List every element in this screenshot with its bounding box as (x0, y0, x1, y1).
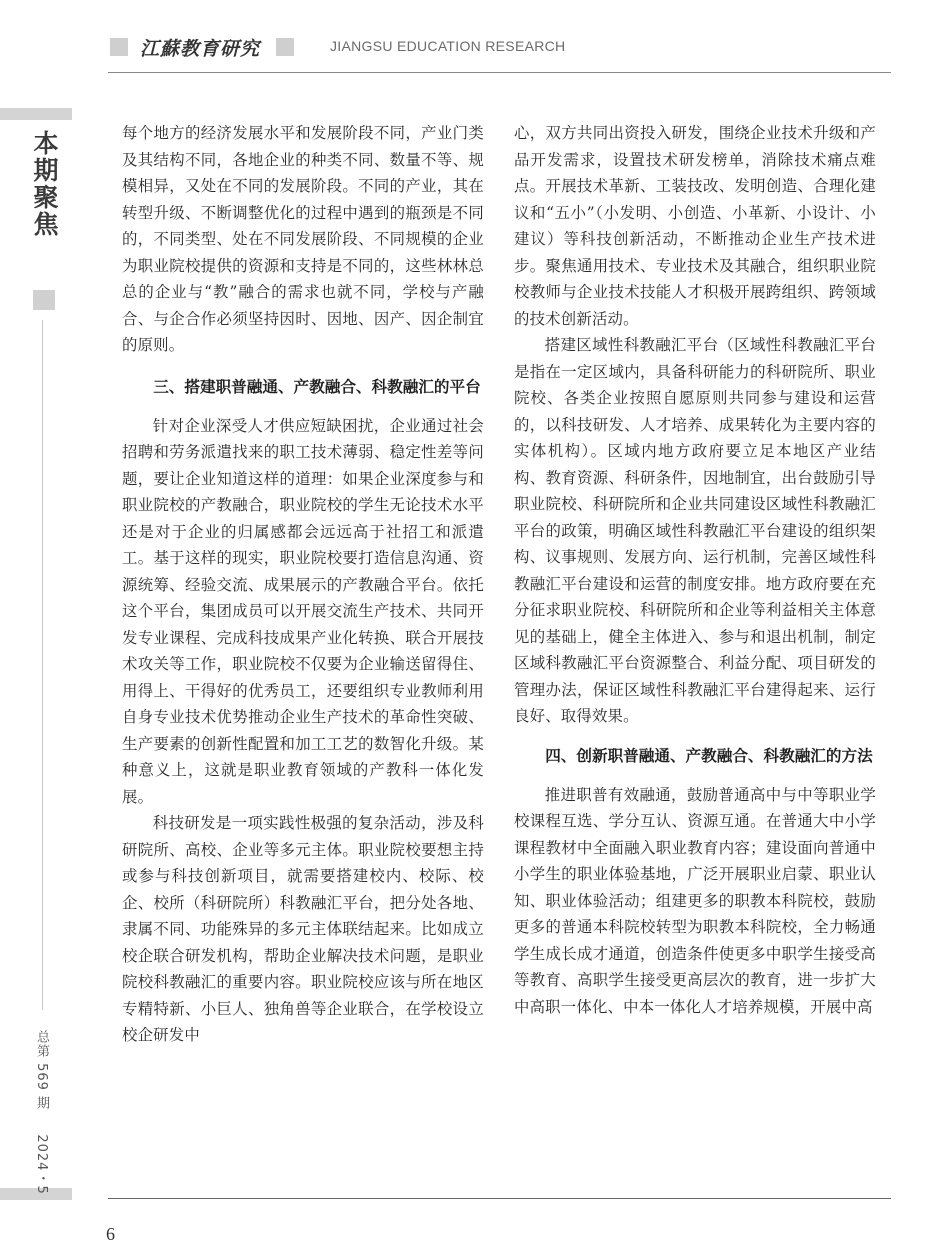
section-title: 本期聚焦 (30, 130, 59, 238)
issue-number: 总第 569 期 (34, 1030, 49, 1111)
paragraph: 推进职普有效融通，鼓励普通高中与中等职业学校课程互选、学分互认、资源互通。在普通大中小学课程教材中全面融入职业教育内容；建设面向普通中小学生的职业体验基地，广泛开展职业启蒙、职业认知、职业体验活动；组建更多的职教本科院校，鼓励更多的普通本科院校转型为职教本科院校，全力畅通学生成长成才通道，创造条件使更多中职学生接受高等教育、高职学生接受更高层次的教育，进一步扩大中高职一体化、中本一体化人才培养规模，开展中高 (514, 785, 876, 1016)
right-column (514, 120, 876, 1020)
left-column (122, 120, 484, 1049)
header-decor-square-right (276, 38, 294, 56)
paragraph: 科技研发是一项实践性极强的复杂活动，涉及科研院所、高校、企业等多元主体。职业院校要想主持或参与科技创新项目，就需要搭建校内、校际、校企、校所（科研院所）科教融汇平台，把分处各地、隶属不同、功能殊异的多元主体联结起来。比如成立校企联合研发机构，帮助企业解决技术问题，是职业院校科教融汇的重要内容。职业院校应该与所在地区专精特新、小巨人、独角兽等企业联合，在学校设立校企研发中 (122, 814, 484, 1044)
journal-title-cn: 江蘇教育研究 (140, 38, 261, 60)
page-margin (0, 0, 8, 1252)
page-number: 6 (106, 1224, 115, 1244)
section-heading-3: 三、搭建职普融通、产教融合、科教融汇的平台 (153, 376, 481, 396)
side-decor-square (33, 290, 55, 310)
header-rule (108, 72, 891, 73)
paragraph: 心，双方共同出资投入研发，围绕企业技术升级和产品开发需求，设置技术研发榜单，消除技术痛点难点。开展技术革新、工装技改、发明创造、合理化建议和“五小”（小发明、小创造、小革新、小设计、小建议）等科技创新活动，不断推动企业生产技术进步。聚焦通用技术、专业技术及其融合，组织职业院校教师与企业技术技能人才积极开展跨组织、跨领域的技术创新活动。 (514, 124, 876, 328)
section-heading-4: 四、创新职普融通、产教融合、科教融汇的方法 (545, 745, 873, 765)
header-decor-square-left (110, 38, 128, 56)
footer-rule (108, 1198, 891, 1199)
paragraph: 针对企业深受人才供应短缺困扰，企业通过社会招聘和劳务派遣找来的职工技术薄弱、稳定性差等问题，要让企业知道这样的道理：如果企业深度参与和职业院校的产教融合，职业院校的学生无论技术水平还是对于企业的归属感都会远远高于社招工和派遣工。基于这样的现实，职业院校要打造信息沟通、资源统筹、经验交流、成果展示的产教融合平台。依托这个平台，集团成员可以开展交流生产技术、共同开发专业课程、完成科技成果产业化转换、联合开展技术攻关等工作，职业院校不仅要为企业输送留得住、用得上、干得好的优秀员工，还要组织专业教师利用自身专业技术优势推动企业生产技术的革命性突破、生产要素的创新性配置和加工工艺的数智化升级。某种意义上，这就是职业教育领域的产教科一体化发展。 (122, 416, 484, 806)
issue-info (32, 1030, 51, 1195)
paragraph: 搭建区域性科教融汇平台（区域性科教融汇平台是指在一定区域内，具备科研能力的科研院所、职业院校、各类企业按照自愿原则共同参与建设和运营的，以科技研发、人才培养、成果转化为主要内容的实体机构）。区域内地方政府要立足本地区产业结构、教育资源、科研条件，因地制宜，出台鼓励引导职业院校、科研院所和企业共同建设区域性科教融汇平台的政策，明确区域性科教融汇平台建设的组织架构、议事规则、发展方向、运行机制，完善区域性科教融汇平台建设和运营的制度安排。地方政府要在充分征求职业院校、科研院所和企业等利益相关主体意见的基础上，健全主体进入、参与和退出机制，制定区域科教融汇平台资源整合、利益分配、项目研发的管理办法，保证区域性科教融汇平台建得起来、运行良好、取得效果。 (514, 336, 876, 725)
journal-title-en: JIANGSU EDUCATION RESEARCH (330, 38, 566, 54)
issue-date: 2024・5 (34, 1134, 49, 1195)
side-decor-bar-top (0, 108, 72, 120)
paragraph: 每个地方的经济发展水平和发展阶段不同，产业门类及其结构不同，各地企业的种类不同、数量不等、规模相异，又处在不同的发展阶段。不同的产业，其在转型升级、不断调整优化的过程中遇到的瓶颈是不同的，不同类型、处在不同发展阶段、不同规模的企业为职业院校提供的资源和支持是不同的，这些林林总总的企业与“教”融合的需求也就不同，学校与产融合、与企合作必须坚持因时、因地、因产、因企制宜的原则。 (122, 124, 484, 354)
side-divider (42, 320, 43, 1010)
